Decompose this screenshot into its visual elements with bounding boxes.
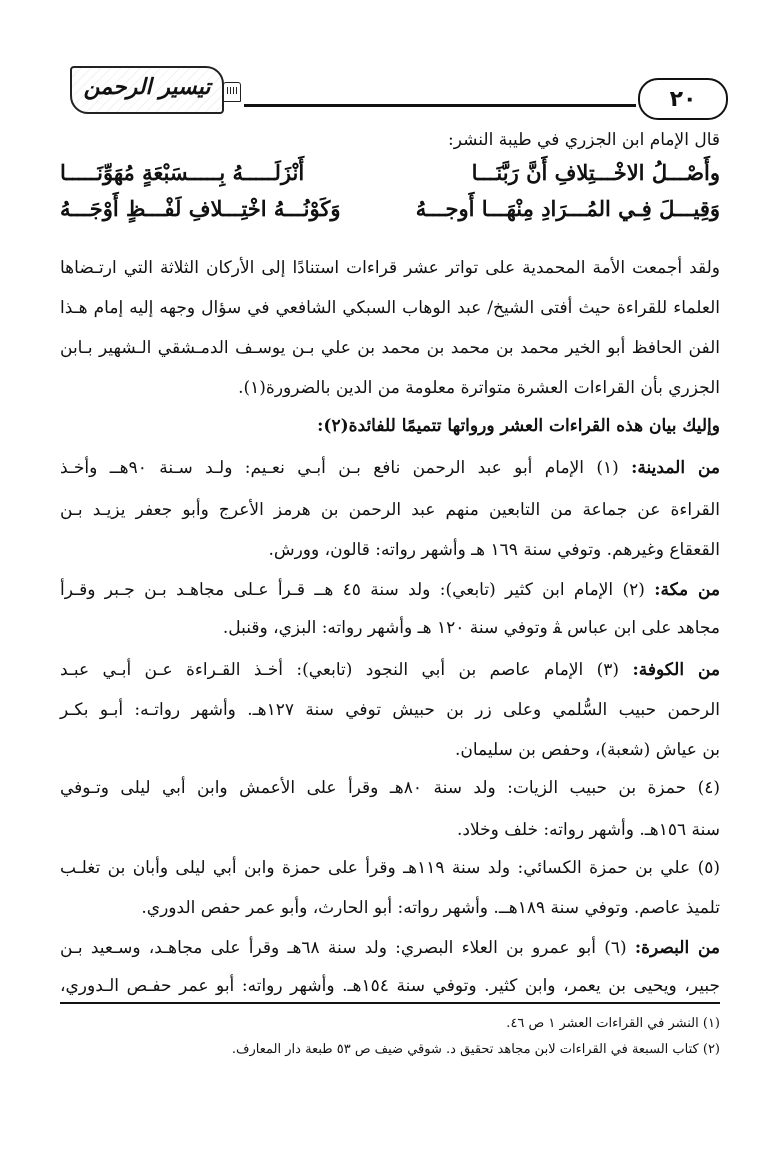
entry-lead: من البصرة:: [634, 938, 720, 958]
reader-entry-line: [60, 456, 720, 480]
page-number: ٢٠: [669, 86, 697, 112]
poem-hemistich-first: وأَصْـــلُ الاخْـــتِلافِ أَنَّ رَبَّنَـــا: [471, 160, 720, 185]
page-header: [70, 58, 726, 118]
poem-verse: [60, 160, 720, 196]
reader-entry-line: تلميذ عاصم. وتوفي سنة ١٨٩هــ. وأشهر رواته: أبو الحارث، وأبو عمر حفص الدوري.: [141, 898, 720, 918]
readers-intro: وإليك بيان هذه القراءات العشر ورواتها تتميمًا للفائدة(٢):: [317, 416, 720, 436]
paragraph-line: العلماء للقراءة حيث أفتى الشيخ/ عبد الوهاب السبكي الشافعي في سؤال وجهه إليه إمام هـذا: [60, 298, 720, 318]
reader-entry-line: بن عياش (شعبة)، وحفص بن سليمان.: [454, 740, 720, 760]
paragraph-line: الجزري بأن القراءات العشرة متواترة معلومة من الدين بالضرورة(١).: [238, 378, 720, 398]
reader-entry-line: [60, 936, 720, 960]
book-icon: [223, 82, 241, 102]
entry-text: (٢) الإمام ابن كثير (تابعي): ولد سنة ٤٥ هــ قـرأ عـلى مجاهـد بـن جـبر وقـرأ: [60, 580, 645, 600]
footnote: (٢) كتاب السبعة في القراءات لابن مجاهد تحقيق د. شوقي ضيف ص ٥٣ طبعة دار المعارف.: [231, 1042, 720, 1057]
reader-entry-line: القراءة عن جماعة من التابعين منهم عبد الرحمن بن هرمز الأعرج وأبو جعفر يزيـد بـن: [60, 500, 720, 520]
reader-entry-line: [60, 578, 720, 602]
book-title: تيسير الرحمن: [83, 74, 211, 100]
paragraph-line: الفن الحافظ أبو الخير محمد بن محمد بن محمد بن علي بـن يوسـف الدمـشقي الـشهير بـابن: [60, 338, 720, 358]
reader-entry-line: مجاهد على ابن عباس ﭭ وتوفي سنة ١٢٠ هـ وأشهر رواته: البزي، وقنبل.: [222, 618, 720, 638]
poem-intro: قال الإمام ابن الجزري في طيبة النشر:: [448, 130, 720, 150]
poem-hemistich-first: وَقِيـــلَ فِـي المُـــرَادِ مِنْهَـــا أَوجـــهُ: [415, 196, 720, 221]
entry-lead: من مكة:: [654, 580, 720, 600]
footnote-separator: [60, 1002, 720, 1004]
header-rule: [244, 104, 636, 107]
reader-entry-line: (٥) علي بن حمزة الكسائي: ولد سنة ١١٩هـ وقرأ على حمزة وابن أبي ليلى وأبان بن تغلـب: [60, 858, 720, 878]
footnote: (١) النشر في القراءات العشر ١ ص ٤٦.: [506, 1016, 720, 1031]
reader-entry-line: القعقاع وغيرهم. وتوفي سنة ١٦٩ هـ وأشهر رواته: قالون، وورش.: [268, 540, 720, 560]
page-number-badge: [638, 78, 728, 120]
reader-entry-line: (٤) حمزة بن حبيب الزيات: ولد سنة ٨٠هـ وقرأ على الأعمش وابن أبي ليلى وتـوفي: [60, 778, 720, 798]
reader-entry-line: جبير، ويحيى بن يعمر، وابن كثير. وتوفي سنة ١٥٤هـ. وأشهر رواته: أبو عمر حفـص الـدوري،: [60, 976, 720, 996]
reader-entry-line: الرحمن حبيب السُّلمي وعلى زر بن حبيش توفي سنة ١٢٧هـ. وأشهر رواتـه: أبـو بكـر: [60, 700, 721, 720]
reader-entry-line: سنة ١٥٦هـ. وأشهر رواته: خلف وخلاد.: [457, 820, 720, 840]
poem-hemistich-second: أَنْزَلَـــــهُ بِـــــسَبْعَةٍ مُهَوِّنَـــــا: [60, 160, 305, 185]
entry-lead: من الكوفة:: [632, 660, 720, 680]
reader-entry-line: [60, 658, 720, 682]
entry-text: (٣) الإمام عاصم بن أبي النجود (تابعي): أخـذ القـراءة عـن أبـي عبـد: [60, 660, 620, 680]
entry-lead: من المدينة:: [631, 458, 720, 478]
entry-text: (١) الإمام أبو عبد الرحمن نافع بـن أبـي نعـيم: ولـد سـنة ٩٠هــ وأخـذ: [60, 458, 619, 478]
poem-hemistich-second: وَكَوْنُـــهُ اخْتِـــلافِ لَفْـــظٍ أَوْجَـــهُ: [60, 196, 341, 221]
entry-text: (٦) أبو عمرو بن العلاء البصري: ولد سنة ٦٨هـ وقرأ على مجاهـد، وسـعيد بـن: [60, 938, 627, 958]
book-title-frame: [70, 66, 224, 114]
paragraph-line: ولقد أجمعت الأمة المحمدية على تواتر عشر قراءات استنادًا إلى الأركان الثلاثة التي ارتـضاها: [60, 258, 720, 278]
poem-verse: [60, 196, 720, 232]
